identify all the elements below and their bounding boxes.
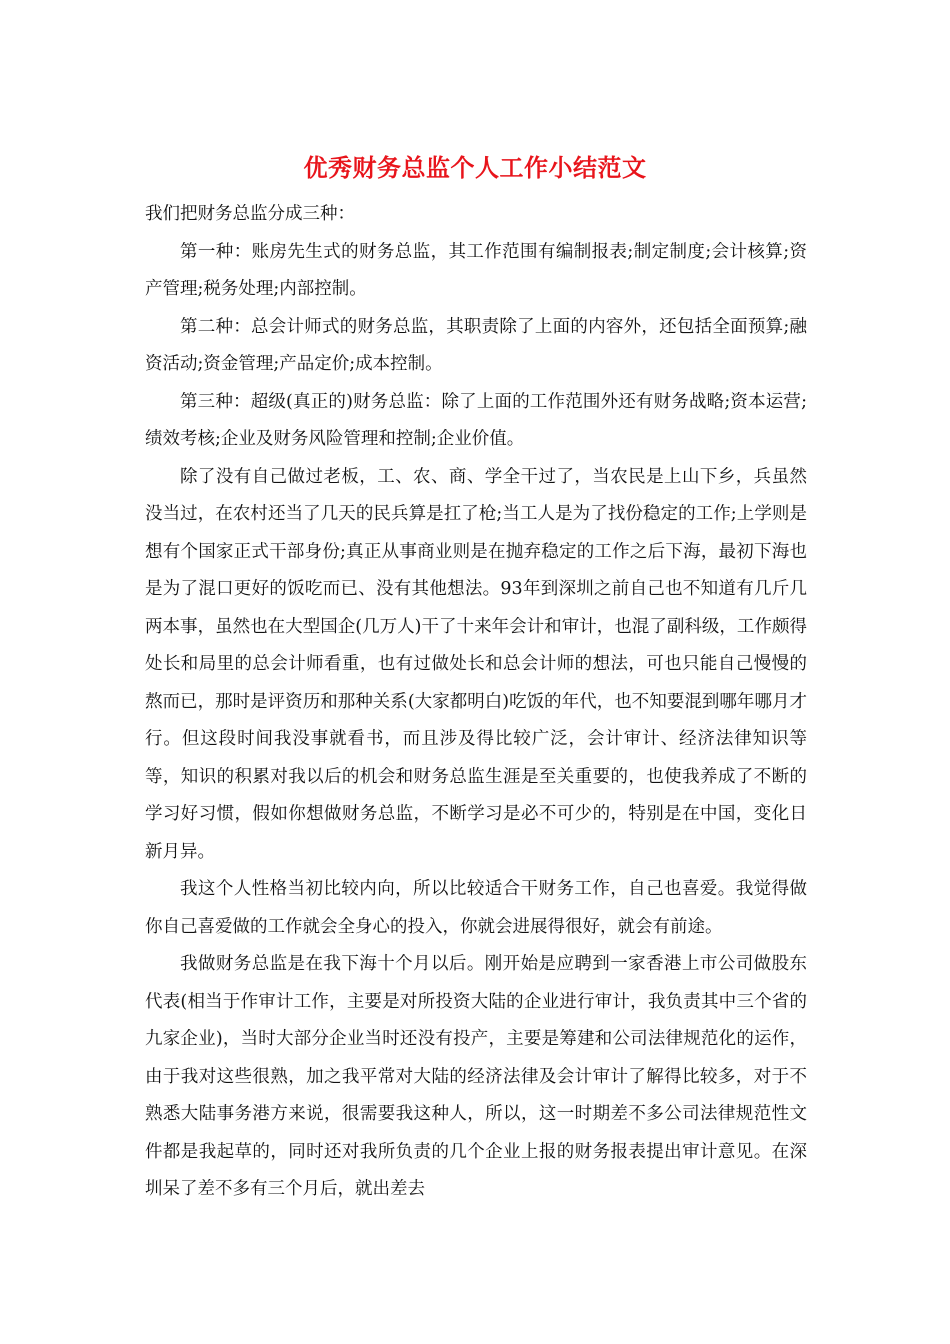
paragraph-career-start: 我做财务总监是在我下海十个月以后。刚开始是应聘到一家香港上市公司做股东代表(相当于作审计工作，主要是对所投资大陆的企业进行审计，我负责其中三个省的九家企业)，当时大部分企业当时还没有投产，主要是筹建和公司法律规范化的运作，由于我对这些很熟，加之我平常对大陆的经济法律及会计审计了解得比较多，对于不熟悉大陆事务港方来说，很需要我这种人，所以，这一时期差不多公司法律规范性文件都是我起草的，同时还对我所负责的几个企业上报的财务报表提出审计意见。在深圳呆了差不多有三个月后，就出差去 — [145, 954, 807, 1199]
paragraph-personality: 我这个人性格当初比较内向，所以比较适合干财务工作，自己也喜爱。我觉得做你自己喜爱做的工作就会全身心的投入，你就会进展得很好，就会有前途。 — [145, 879, 807, 937]
paragraph-background: 除了没有自己做过老板，工、农、商、学全干过了，当农民是上山下乡，兵虽然没当过，在农村还当了几天的民兵算是扛了枪;当工人是为了找份稳定的工作;上学则是想有个国家正式干部身份;真正从事商业则是在抛弃稳定的工作之后下海，最初下海也是为了混口更好的饭吃而已、没有其他想法。93年到深圳之前自己也不知道有几斤几两本事，虽然也在大型国企(几万人)干了十来年会计和审计，也混了副科级，工作颇得处长和局里的总会计师看重，也有过做处长和总会计师的想法，可也只能自己慢慢的熬而已，那时是评资历和那种关系(大家都明白)吃饭的年代，也不知要混到哪年哪月才行。但这段时间我没事就看书，而且涉及得比较广泛，会计审计、经济法律知识等等，知识的积累对我以后的机会和财务总监生涯是至关重要的，也使我养成了不断的学习好习惯，假如你想做财务总监，不断学习是必不可少的，特别是在中国，变化日新月异。 — [145, 466, 807, 862]
paragraph-intro: 我们把财务总监分成三种： — [145, 204, 355, 224]
document-title: 优秀财务总监个人工作小结范文 — [303, 153, 647, 182]
paragraph-type-two: 第二种：总会计师式的财务总监，其职责除了上面的内容外，还包括全面预算;融资活动;资金管理;产品定价;成本控制。 — [145, 316, 807, 374]
paragraph-type-one: 第一种：账房先生式的财务总监，其工作范围有编制报表;制定制度;会计核算;资产管理;税务处理;内部控制。 — [145, 241, 807, 299]
paragraph-type-three: 第三种：超级(真正的)财务总监：除了上面的工作范围外还有财务战略;资本运营;绩效考核;企业及财务风险管理和控制;企业价值。 — [145, 391, 807, 449]
document-body — [145, 196, 807, 1209]
